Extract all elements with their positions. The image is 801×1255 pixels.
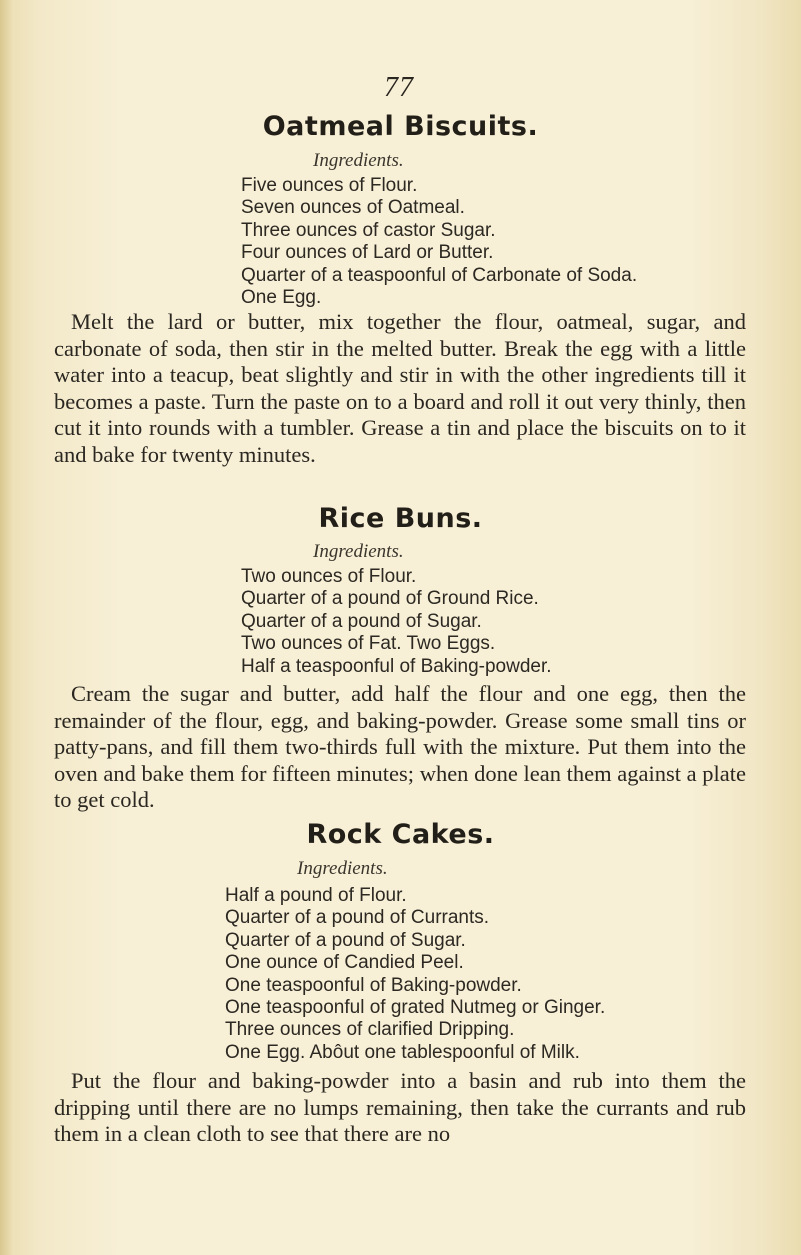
method-paragraph: Put the flour and baking-powder into a basin and rub into them the dripping until there are no lumps remaining, then take the currants and rub them in a clean cloth to see that there are no: [54, 1068, 746, 1147]
recipe-title-oatmeal-biscuits: Oatmeal Biscuits.: [262, 111, 539, 142]
ingredient-item: Seven ounces of Oatmeal.: [241, 197, 465, 219]
ingredient-item: Quarter of a pound of Currants.: [225, 907, 490, 929]
page-gutter: [0, 0, 14, 1255]
ingredient-item: Two ounces of Flour.: [241, 566, 417, 587]
ingredient-item: Half a pound of Flour.: [225, 885, 407, 906]
ingredients-heading: Ingredients.: [313, 541, 404, 562]
ingredient-item: One Egg. Abôut one tablespoonful of Milk.: [225, 1041, 580, 1063]
recipe-title-rice-buns: Rice Buns.: [318, 503, 483, 534]
page-number: 77: [384, 72, 414, 103]
recipe-title-rock-cakes: Rock Cakes.: [306, 819, 495, 850]
ingredient-item: One teaspoonful of grated Nutmeg or Ginger.: [225, 997, 606, 1019]
ingredient-item: One teaspoonful of Baking-powder.: [225, 974, 522, 996]
ingredients-heading: Ingredients.: [313, 150, 404, 171]
ingredient-item: Quarter of a teaspoonful of Carbonate of Soda.: [241, 264, 638, 286]
ingredient-list: [241, 566, 552, 678]
method-paragraph: Cream the sugar and butter, add half the flour and one egg, then the remainder of the flour, egg, and baking-powder. Grease some small tins or patty-pans, and fill them two-thirds full with the mixture. Put them into the oven and bake them for fifteen minutes; when done lean them against a plate to get cold.: [54, 681, 746, 813]
ingredient-item: Three ounces of castor Sugar.: [241, 219, 496, 241]
ingredient-item: Five ounces of Flour.: [241, 175, 418, 196]
method-paragraph: Melt the lard or butter, mix together the flour, oatmeal, sugar, and carbonate of soda, then stir in the melted butter. Break the egg with a little water into a teacup, beat slightly and stir in with the other ingredients till it becomes a paste. Turn the paste on to a board and roll it out very thinly, then cut it into rounds with a tumbler. Grease a tin and place the biscuits on to it and bake for twenty minutes.: [54, 309, 746, 467]
ingredient-list: [225, 885, 605, 1064]
ingredient-item: Quarter of a pound of Ground Rice.: [241, 588, 539, 610]
ingredient-item: Quarter of a pound of Sugar.: [225, 929, 466, 951]
ingredient-item: Quarter of a pound of Sugar.: [241, 610, 482, 632]
ingredient-item: Four ounces of Lard or Butter.: [241, 242, 494, 264]
ingredient-item: One Egg.: [241, 287, 322, 309]
ingredient-item: One ounce of Candied Peel.: [225, 952, 464, 974]
ingredients-heading: Ingredients.: [297, 858, 388, 879]
ingredient-list: [241, 175, 637, 309]
ingredient-item: Two ounces of Fat. Two Eggs.: [241, 633, 496, 655]
ingredient-item: Half a teaspoonful of Baking-powder.: [241, 655, 552, 677]
ingredient-item: Three ounces of clarified Dripping.: [225, 1019, 515, 1041]
